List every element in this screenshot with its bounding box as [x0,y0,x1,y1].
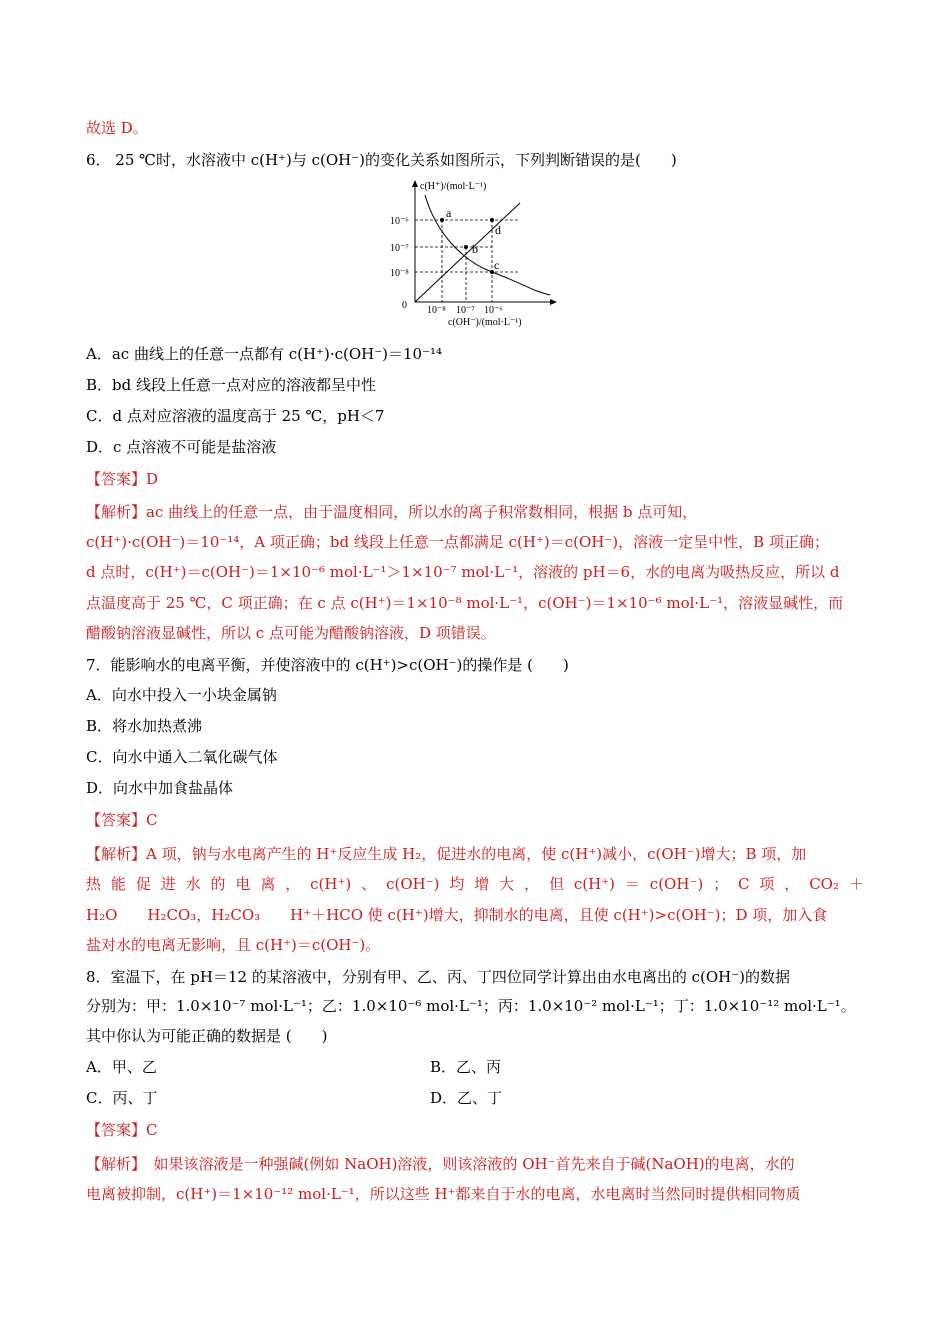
analysis-text: 点温度高于 25 ℃，C 项正确；在 c 点 c(H⁺)＝1×10⁻⁸ mol·L⁻¹，c(OH⁻)＝1×10⁻⁶ mol·L⁻¹，溶液显碱性，而 [86,594,844,612]
question-8-stem: 8．室温下，在 pH＝12 的某溶液中，分别有甲、乙、丙、丁四位同学计算出由水电离出的 c(OH⁻)的数据 [86,968,791,986]
point-d-label: d [495,223,501,237]
text-token: 的 [210,875,226,893]
point-c-label: c [494,258,500,272]
option-a: A．ac 曲线上的任意一点都有 c(H⁺)·c(OH⁻)＝10⁻¹⁴ [86,345,443,363]
analysis-text: c(H⁺)·c(OH⁻)＝10⁻¹⁴，A 项正确；bd 线段上任意一点都满足 c(H⁺)＝c(OH⁻)，溶液一定呈中性，B 项正确； [86,533,829,551]
text-token: 能 [110,875,126,893]
y-axis-label: c(H⁺)/(mol·L⁻¹) [420,181,487,192]
text-token: ＝ [624,875,640,893]
point-a-label: a [446,206,452,220]
option-b: B．乙、丙 [430,1058,502,1076]
analysis-text: 【解析】 如果该溶液是一种强碱(例如 NaOH)溶液，则该溶液的 OH⁻首先来自于碱(NaOH)的电离，水的 [86,1155,795,1173]
axes [415,185,552,302]
text-token: ； [713,875,729,893]
answer-label: 【答案】C [86,1121,158,1139]
dashed-guides [415,220,518,302]
option-b: B．将水加热煮沸 [86,717,203,735]
question-6-stem: 6． 25 ℃时，水溶液中 c(H⁺)与 c(OH⁻)的变化关系如图所示，下列判断错误的是( ) [86,151,677,169]
x-tick-label: 10⁻⁷ [456,305,475,316]
option-d: D．向水中加食盐晶体 [86,779,234,797]
ch-oh-figure [380,175,570,335]
analysis-text: 【解析】ac 曲线上的任意一点，由于温度相同，所以水的离子积常数相同，根据 b 点可知， [86,503,698,521]
text-token: c(H⁺) [310,875,352,893]
x-axis-arrow [550,299,557,305]
origin-label: 0 [402,300,407,311]
answer-label: 【答案】C [86,811,158,829]
y-tick-label: 10⁻⁶ [390,216,409,227]
text-token: C [738,875,750,893]
option-a: A．甲、乙 [86,1058,157,1076]
point-d [490,218,494,222]
text-token: 但 [548,875,564,893]
text-token: 水 [185,875,201,893]
y-tick-label: 10⁻⁸ [390,268,409,279]
text-token: c(H⁺) [573,875,615,893]
analysis-justified-line [86,874,864,894]
text-token: 离 [260,875,276,893]
option-d: D．乙、丁 [430,1089,503,1107]
point-b [464,245,468,249]
question-8-data: 分别为：甲：1.0×10⁻⁷ mol·L⁻¹；乙：1.0×10⁻⁶ mol·L⁻¹；丙：1.0×10⁻² mol·L⁻¹；丁：1.0×10⁻¹² mol·L⁻¹。 [86,997,856,1015]
analysis-text: d 点时，c(H⁺)＝c(OH⁻)＝1×10⁻⁶ mol·L⁻¹＞1×10⁻⁷ mol·L⁻¹，溶液的 pH＝6，水的电离为吸热反应，所以 d [86,563,840,581]
text-token: CO₂ [809,875,839,893]
text-token: ， [285,875,301,893]
point-a [440,218,444,222]
option-c: C．向水中通入二氧化碳气体 [86,748,278,766]
x-axis-label: c(OH⁻)/(mol·L⁻¹) [448,317,522,328]
point-b-label: b [472,242,478,256]
text-token: 进 [160,875,176,893]
text-line: 故选 D。 [86,119,148,137]
y-axis-arrow [412,180,418,187]
x-tick-label: 10⁻⁸ [427,305,446,316]
option-a: A．向水中投入一小块金属钠 [86,686,277,704]
ac-curve [425,195,550,295]
text-token: ， [784,875,800,893]
text-token: ＋ [848,875,864,893]
text-token: c(OH⁻) [386,875,440,893]
option-c: C．d 点对应溶液的温度高于 25 ℃，pH＜7 [86,407,385,425]
text-token: c(OH⁻) [649,875,704,893]
answer-label: 【答案】D [86,470,159,488]
text-token: 、 [361,875,377,893]
text-token: 促 [135,875,151,893]
analysis-text: 醋酸钠溶液显碱性，所以 c 点可能为醋酸钠溶液，D 项错误。 [86,624,496,642]
text-token: ， [524,875,540,893]
analysis-text: 【解析】A 项，钠与水电离产生的 H⁺反应生成 H₂，促进水的电离，使 c(H⁺)减小，c(OH⁻)增大；B 项，加 [86,845,807,863]
y-tick-label: 10⁻⁷ [390,243,409,254]
text-token: 热 [86,875,102,893]
analysis-text: 电离被抑制，c(H⁺)＝1×10⁻¹² mol·L⁻¹，所以这些 H⁺都来自于水的电离，水电离时当然同时提供相同物质 [86,1185,801,1203]
question-8-prompt: 其中你认为可能正确的数据是 ( ) [86,1027,328,1045]
neutral-line [415,203,520,302]
text-token: 大 [499,875,515,893]
option-d: D．c 点溶液不可能是盐溶液 [86,438,277,456]
text-token: 项 [759,875,775,893]
option-c: C．丙、丁 [86,1089,158,1107]
data-points [440,218,494,274]
analysis-text: 盐对水的电离无影响，且 c(H⁺)＝c(OH⁻)。 [86,936,381,954]
question-7-stem: 7．能影响水的电离平衡，并使溶液中的 c(H⁺)>c(OH⁻)的操作是 ( ) [86,656,569,674]
text-token: 电 [235,875,251,893]
analysis-text: H₂O H₂CO₃，H₂CO₃ H⁺＋HCO 使 c(H⁺)增大，抑制水的电离，且使 c(H⁺)>c(OH⁻)；D 项，加入食 [86,906,828,924]
option-b: B．bd 线段上任意一点对应的溶液都呈中性 [86,376,376,394]
text-token: 均 [449,875,465,893]
x-tick-label: 10⁻⁶ [484,305,503,316]
text-token: 增 [474,875,490,893]
